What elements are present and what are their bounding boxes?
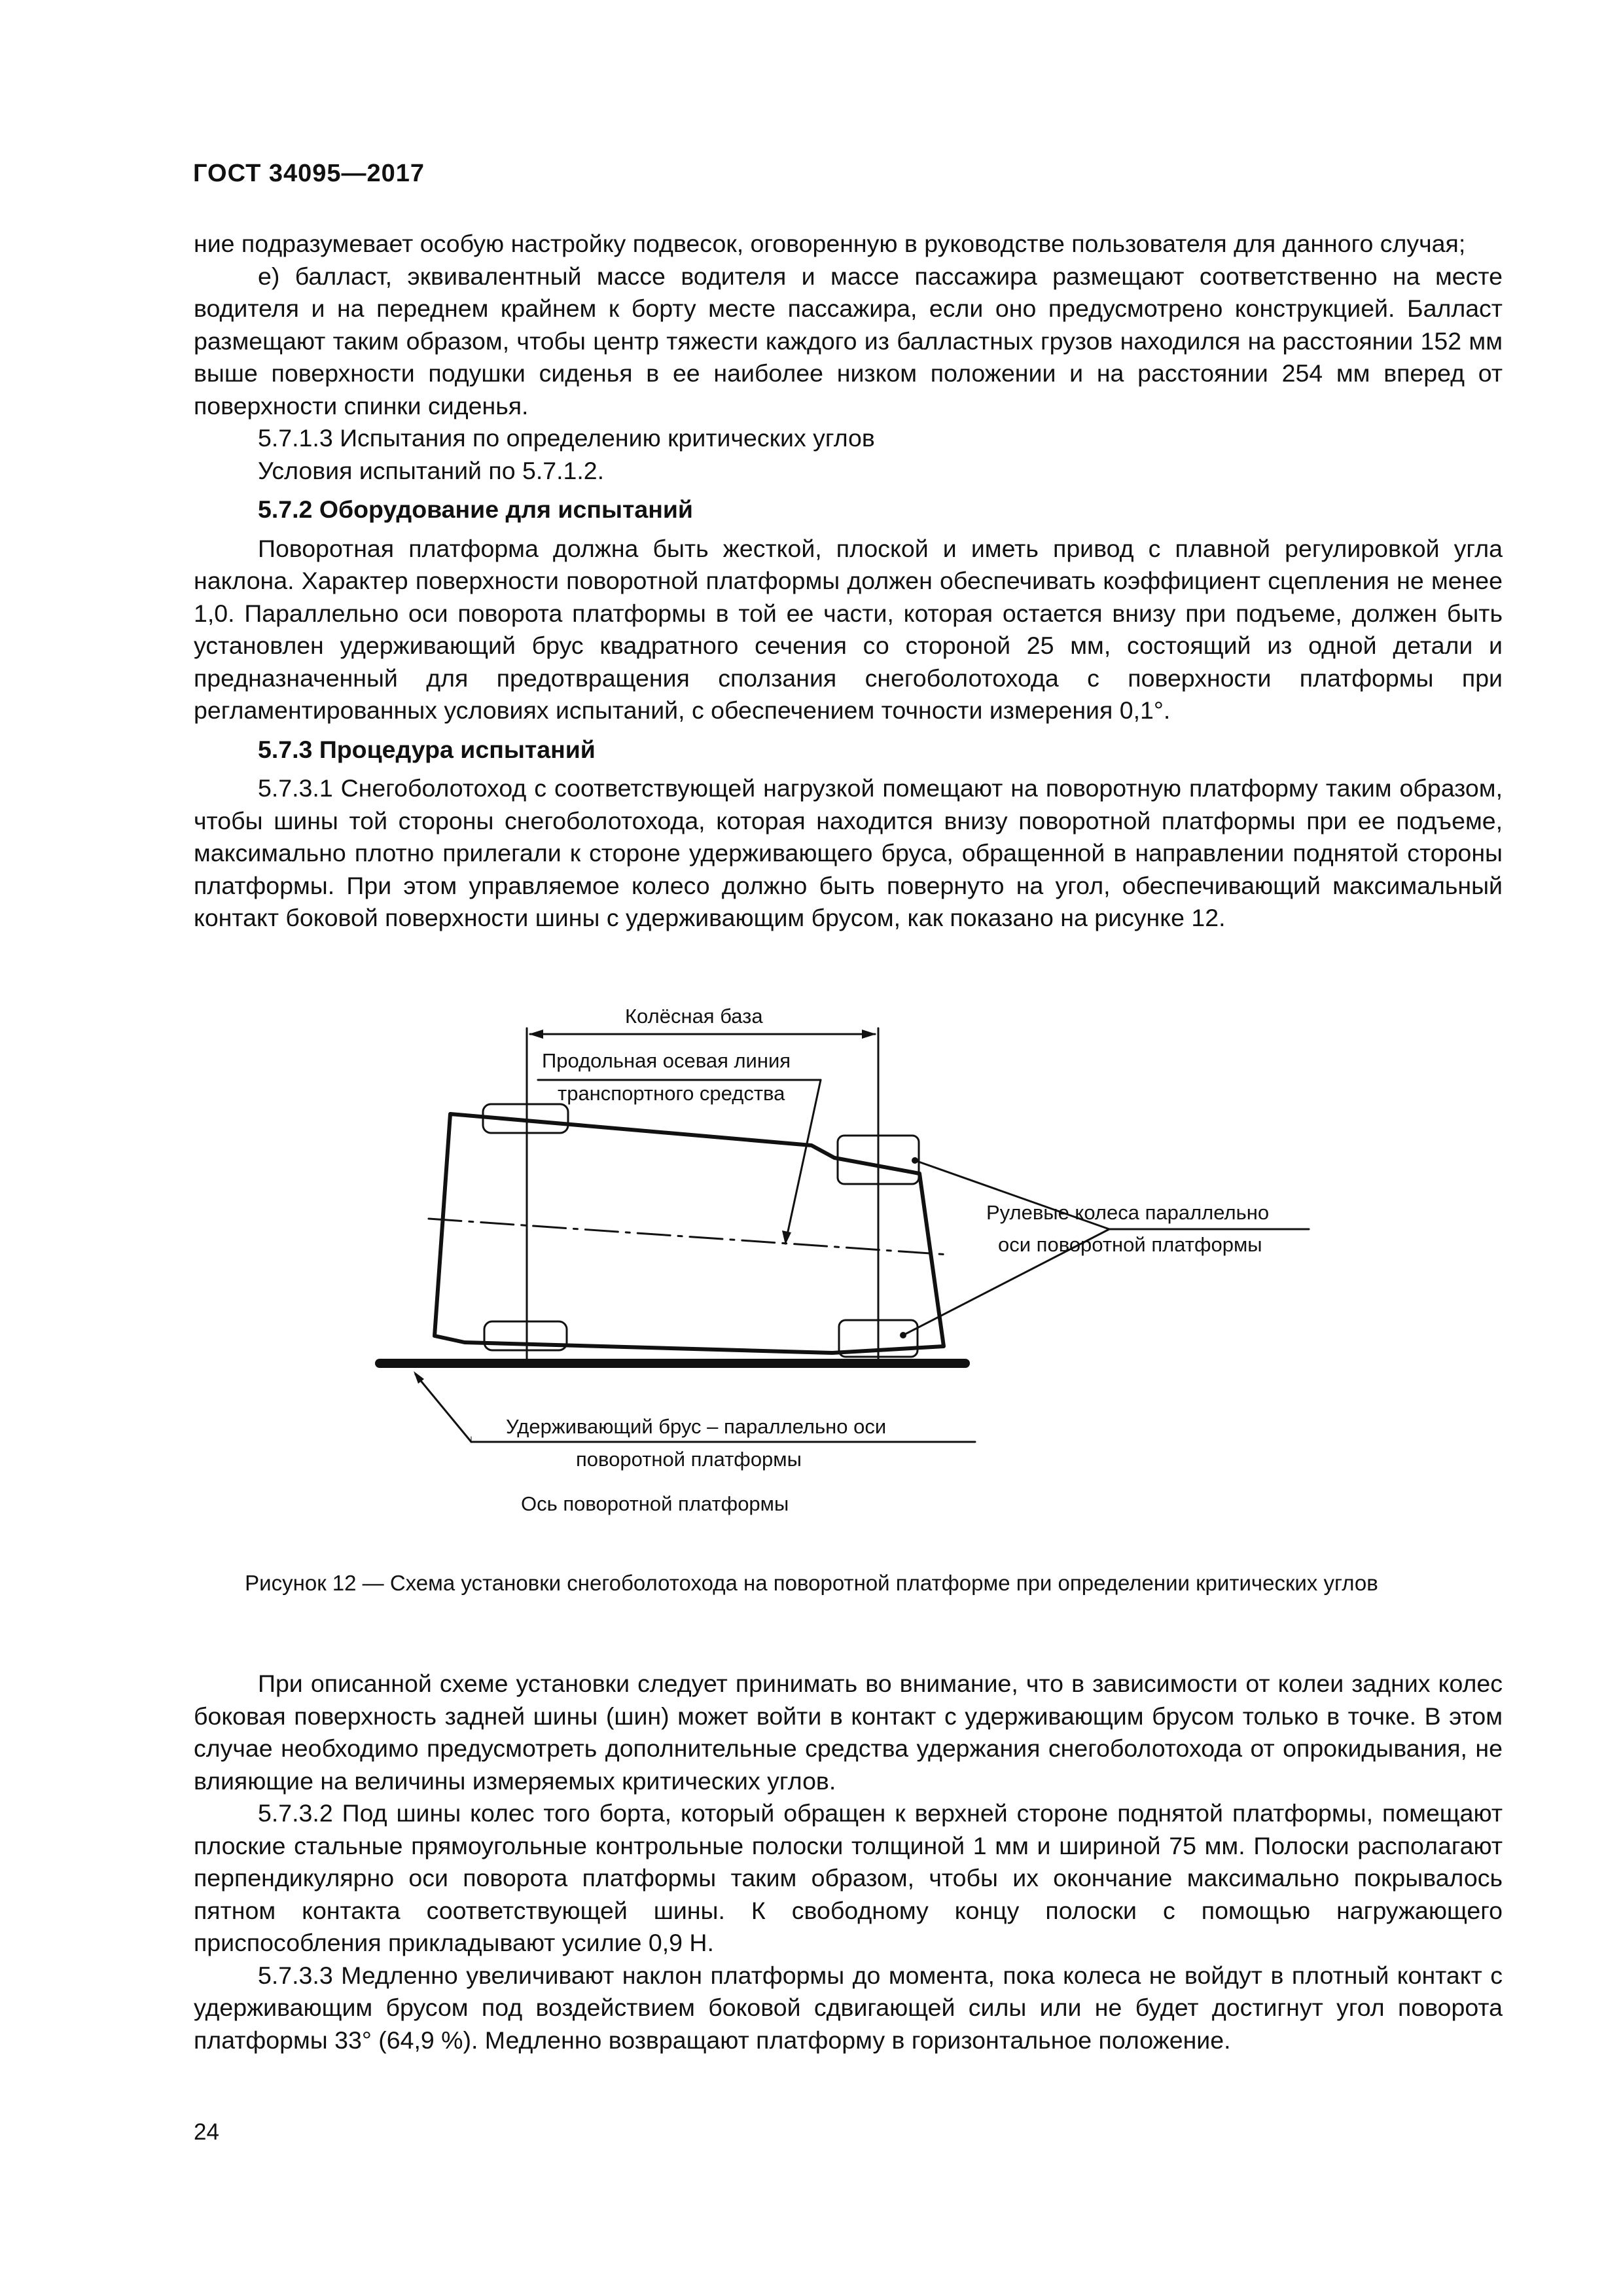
steering-wheels-label-2: оси поворотной платформы [998,1233,1262,1256]
pivot-axis-label: Ось поворотной платформы [521,1492,789,1515]
steering-wheels-label-1: Рулевые колеса параллельно [986,1201,1270,1224]
paragraph: Поворотная платформа должна быть жесткой, плоской и иметь привод с плавной регулировкой угла наклона. Характер поверхности поворотной платформы должен обеспечивать коэффициент сцепления не менее 1,0. Параллельно оси поворота платформы в той ее части, которая остается внизу при подъеме, должен быть установлен удерживающий брус квадратного сечения со стороной 25 мм, состоящий из одной детали и предназначенный для предотвращения сползания снегоболотохода с поверхности платформы при регламентированных условиях испытаний, с обеспечением точности измерения 0,1°. [194,534,1503,724]
paragraph: 5.7.3.3 Медленно увеличивают наклон платформы до момента, пока колеса не войдут в плотный контакт с удерживающим брусом под воздействием боковой сдвигающей силы или не будет достигнут угол поворота платформы 33° (64,9 %). Медленно возвращают платформу в горизонтальное положение. [194,1961,1503,2054]
retaining-bar-label-2: поворотной платформы [576,1448,802,1471]
vehicle-outline [435,1114,944,1353]
page-number: 24 [194,2119,219,2145]
paragraph: е) балласт, эквивалентный массе водителя и массе пассажира размещают соответственно на месте водителя и на переднем крайнем к борту месте пассажира, если оно предусмотрено конструкцией. Балласт размещают таким образом, чтобы центр тяжести каждого из балластных грузов находился на расстоянии 152 мм выше поверхности подушки сиденья в ее наиболее низком положении и на расстоянии 254 мм вперед от поверхности спинки сиденья. [194,262,1503,420]
axis-line-label-1: Продольная осевая линия [542,1049,791,1072]
paragraph: 5.7.1.3 Испытания по определению критических углов [258,424,875,452]
section-heading: 5.7.2 Оборудование для испытаний [258,495,693,523]
document-header: ГОСТ 34095—2017 [193,160,425,187]
paragraph: Условия испытаний по 5.7.1.2. [258,456,605,484]
axis-line-label-2: транспортного средства [558,1082,785,1105]
paragraph: ние подразумевает особую настройку подвесок, оговоренную в руководстве пользователя для данного случая; [194,230,1466,257]
text-block-upper [194,228,1503,935]
figure-12 [366,1005,1322,1528]
text-block-lower [194,1668,1503,2056]
paragraph: 5.7.3.1 Снегоболотоход с соответствующей нагрузкой помещают на поворотную платформу таким образом, чтобы шины той стороны снегоболотохода, которая находится внизу поворотной платформы при ее подъеме, максимально плотно прилегали к стороне удерживающего бруса, обращенной в направлении поднятой стороны платформы. При этом управляемое колесо должно быть повернуто на угол, обеспечивающий максимальный контакт боковой поверхности шины с удерживающим брусом, как показано на рисунке 12. [194,774,1503,931]
retaining-bar-label-1: Удерживающий брус – параллельно оси [506,1415,887,1438]
wheelbase-label: Колёсная база [625,1005,763,1028]
section-heading: 5.7.3 Процедура испытаний [258,735,596,763]
figure-12-diagram [366,1005,1322,1528]
paragraph: 5.7.3.2 Под шины колес того борта, который обращен к верхней стороне поднятой платформы, помещают плоские стальные прямоугольные контрольные полоски толщиной 1 мм и шириной 75 мм. Полоски располагают перпендикулярно оси поворота платформы таким образом, чтобы их окончание максимально покрывалось пятном контакта соответствующей шины. К свободному концу полоски с помощью нагружающего приспособления прикладывают усилие 0,9 Н. [194,1799,1503,1956]
paragraph: При описанной схеме установки следует принимать во внимание, что в зависимости от колеи задних колес боковая поверхность задней шины (шин) может войти в контакт с удерживающим брусом только в точке. В этом случае необходимо предусмотреть дополнительные средства удержания снегоболотохода от опрокидывания, не влияющие на величины измеряемых критических углов. [194,1670,1503,1795]
figure-caption: Рисунок 12 — Схема установки снегоболотохода на поворотной платформе при определении критических углов [245,1571,1378,1595]
